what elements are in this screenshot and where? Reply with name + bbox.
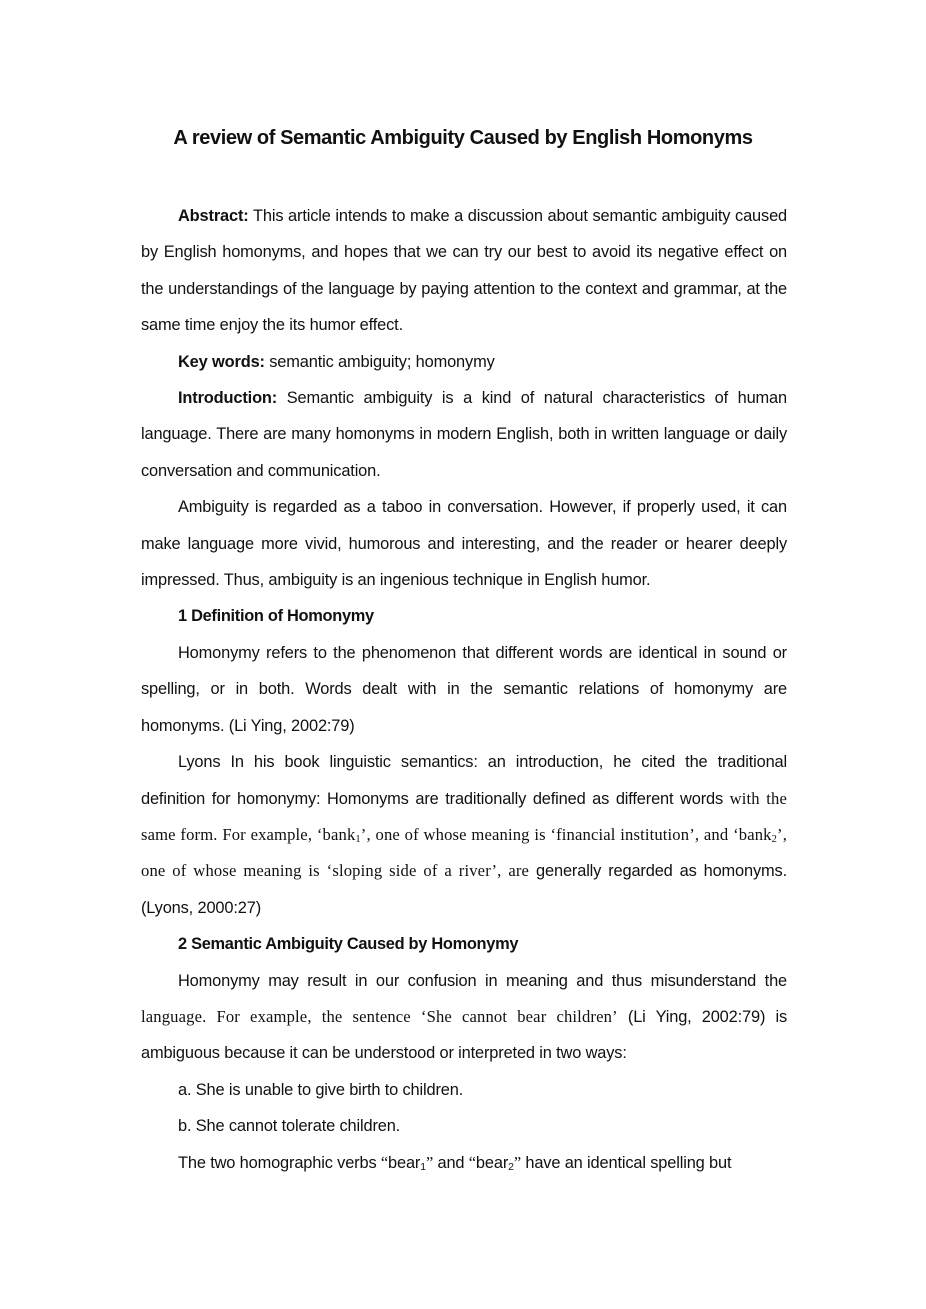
section-1-heading: 1 Definition of Homonymy <box>178 607 374 626</box>
example-item-a: a. She is unable to give birth to children. <box>178 1080 464 1099</box>
document-title: A review of Semantic Ambiguity Caused by English Homonyms <box>173 127 753 149</box>
section-2-heading: 2 Semantic Ambiguity Caused by Homonymy <box>178 935 519 954</box>
section-1-paragraph-1: Homonymy refers to the phenomenon that different words are identical in sound or spelling, or in both. Words dealt with in the semantic relations of homonymy are homonyms. (Li Ying, 2002:79) <box>141 643 787 735</box>
close-quote-1: ” <box>425 1152 434 1172</box>
section-2-p2-part-a: The two homographic verbs <box>178 1153 381 1172</box>
conjunction-and: and <box>433 1153 469 1172</box>
introduction-paragraph <box>141 380 787 489</box>
keywords-text: semantic ambiguity; homonymy <box>264 352 495 371</box>
section-1-p2-part-d: ’, one of whose meaning is ‘sloping side of a river’, are <box>141 824 787 881</box>
open-quote-2: “ <box>468 1152 476 1172</box>
section-2-p2-part-b: have an identical spelling but <box>520 1153 732 1172</box>
introduction-text: Semantic ambiguity is a kind of natural characteristics of human language. There are many homonyms in modern English, both in written language or daily conversation and communication. <box>141 389 787 480</box>
close-quote-2: ” <box>513 1152 521 1172</box>
word-bear-1: bear <box>388 1153 421 1172</box>
section-2-p1-part-c: (Li Ying, 2002:79) is ambiguous because it can be understood or interpreted in two ways: <box>141 1007 787 1063</box>
section-1-p2-part-e: generally regarded as homonyms. (Lyons, 2000:27) <box>141 862 787 917</box>
abstract-paragraph <box>141 198 787 344</box>
bank-subscript-2: 2 <box>771 833 778 845</box>
section-1-p2-part-c: ’, one of whose meaning is ‘financial institution’, and ‘bank <box>360 824 772 844</box>
introduction-paragraph-2: Ambiguity is regarded as a taboo in conversation. However, if properly used, it can make language more vivid, humorous and interesting, and the reader or hearer deeply impressed. Thus, ambiguity is an ingenious technique in English humor. <box>141 498 787 590</box>
word-bear-2: bear <box>475 1153 509 1172</box>
open-quote-1: “ <box>380 1152 389 1172</box>
section-2-paragraph-2 <box>141 1145 787 1181</box>
section-2-paragraph-1 <box>141 963 787 1072</box>
document-body <box>141 198 787 1181</box>
section-1-p2-part-a: Lyons In his book linguistic semantics: an introduction, he cited the traditional definition for homonymy: Homonyms are traditionally defined as different words <box>141 753 787 808</box>
bank-subscript-1: 1 <box>355 833 361 845</box>
bear-subscript-1: 1 <box>420 1160 426 1173</box>
introduction-label: Introduction: <box>178 389 278 408</box>
example-item-b: b. She cannot tolerate children. <box>178 1117 401 1136</box>
abstract-text: This article intends to make a discussion about semantic ambiguity caused by English homonyms, and hopes that we can try our best to avoid its negative effect on the understandings of the language by paying attention to the context and grammar, at the same time enjoy the its humor effect. <box>141 207 787 335</box>
section-1-p2-part-b: with the same form. For example, ‘bank <box>141 788 787 844</box>
keywords-paragraph <box>141 344 787 380</box>
abstract-label: Abstract: <box>178 207 249 225</box>
section-2-p1-part-b: language. For example, the sentence ‘She cannot bear children’ <box>141 1006 618 1026</box>
keywords-label: Key words: <box>178 352 265 371</box>
bear-subscript-2: 2 <box>508 1160 514 1173</box>
section-2-p1-part-a: Homonymy may result in our confusion in meaning and thus misunderstand the <box>178 971 787 990</box>
section-1-paragraph-2 <box>141 744 787 926</box>
